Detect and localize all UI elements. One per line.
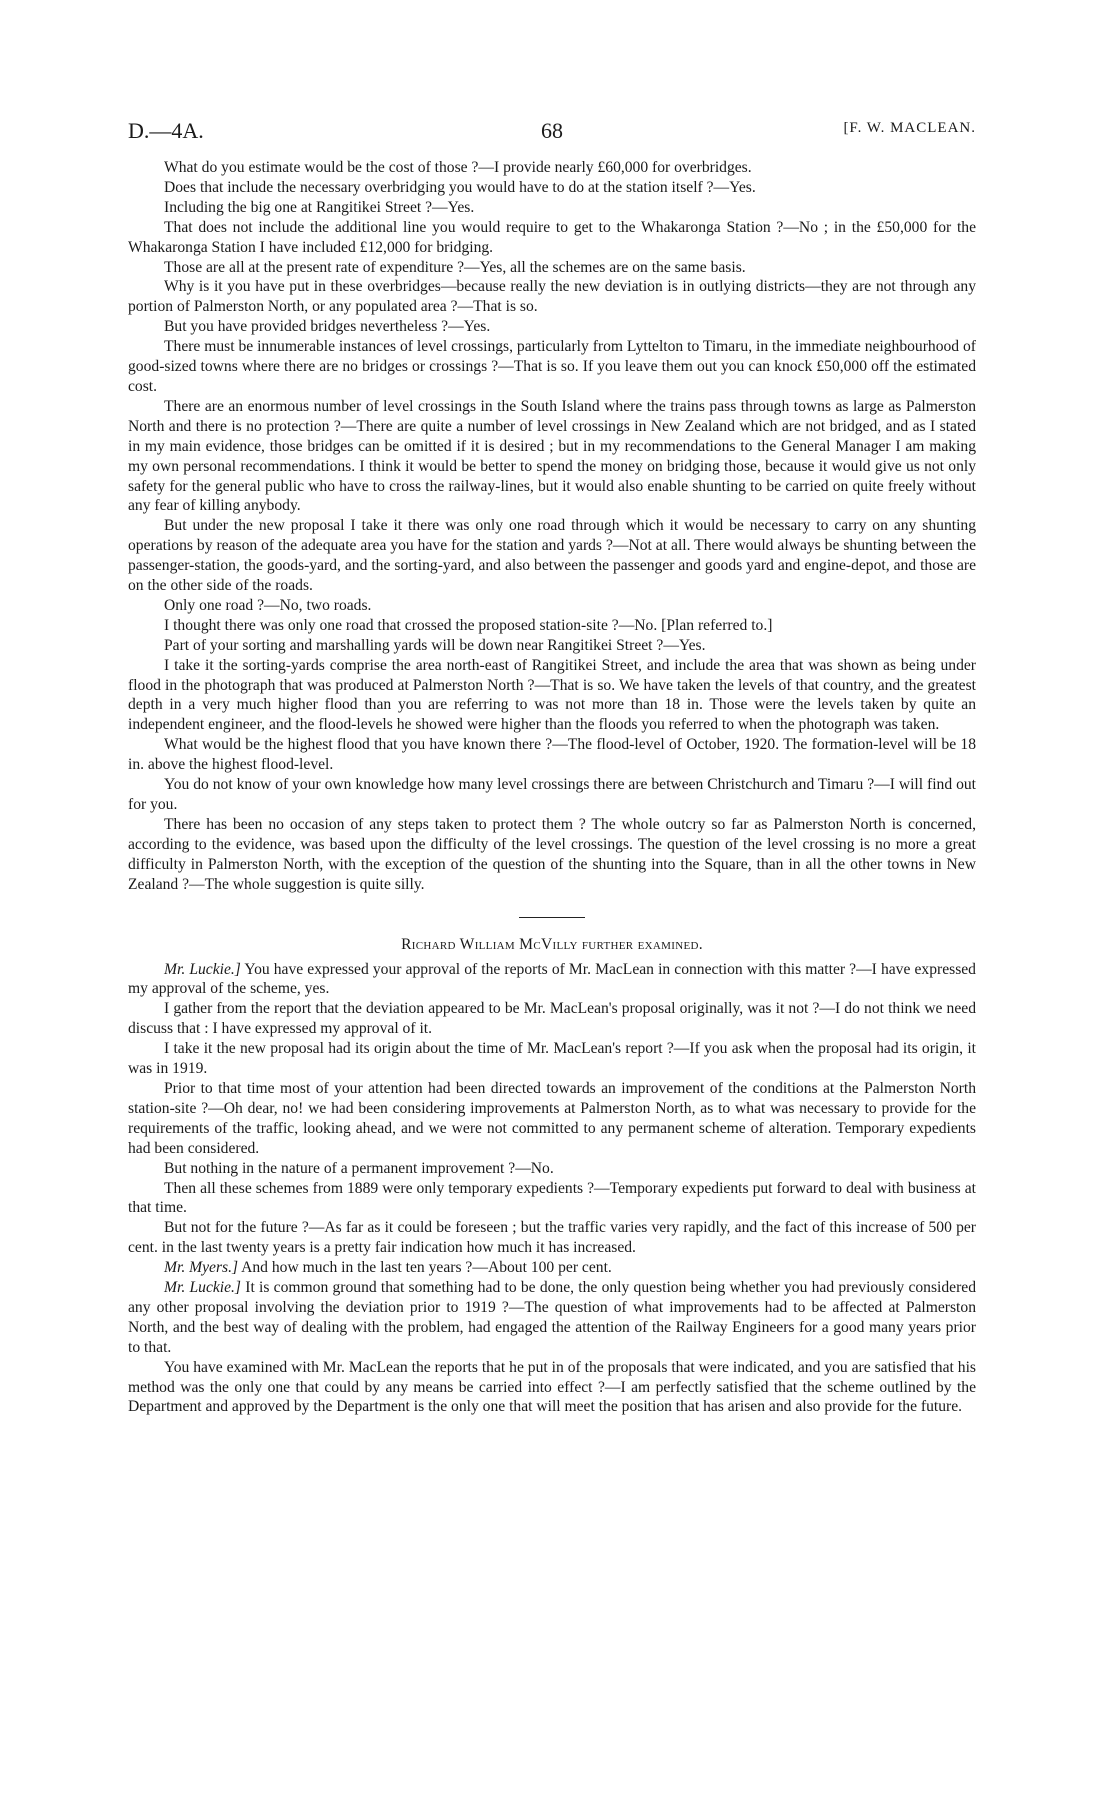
document-page	[128, 118, 976, 1417]
paragraph: Part of your sorting and marshalling yards will be down near Rangitikei Street ?—Yes.	[164, 636, 706, 654]
speaker-label: Mr. Luckie.]	[164, 960, 241, 978]
paragraph-text: You have examined with Mr. MacLean the reports that he put in of the proposals that were indicated, and you are satisfied that his method was the only one that could by any means be carried into effect ?—I am perfectly satisfied that the scheme outlined by the Department and approved by the Department is the only one that will meet the position that has arisen and also provide for the future.	[128, 1358, 976, 1416]
section-heading: Richard William McVilly further examined.	[401, 935, 703, 953]
paragraph: Only one road ?—No, two roads.	[164, 596, 372, 614]
paragraph: I thought there was only one road that crossed the proposed station-site ?—No. [Plan referred to.]	[164, 616, 773, 634]
paragraph: That does not include the additional line you would require to get to the Whakaronga Station ?—No ; in the £50,000 for the Whakaronga Station I have included £12,000 for bridging.	[128, 218, 976, 256]
paragraph	[128, 1278, 976, 1358]
evidence-section-maclean	[128, 158, 976, 895]
paragraph-text: Then all these schemes from 1889 were only temporary expedients ?—Temporary expedients put forward to deal with business at that time.	[128, 1179, 976, 1217]
paragraph: Does that include the necessary overbridging you would have to do at the station itself ?—Yes.	[164, 178, 756, 196]
paragraph: But you have provided bridges nevertheless ?—Yes.	[164, 318, 491, 336]
witness-name: [F. W. MACLEAN.	[843, 120, 976, 136]
speaker-label: Mr. Myers.]	[164, 1259, 239, 1277]
paragraph: But under the new proposal I take it there was only one road through which it would be necessary to carry on any shunting operations by reason of the adequate area you have for the station and yards ?—Not at all. There would always be shunting between the passenger-station, the goods-yard, and the sorting-yard, and also between the passenger and goods yard and engine-depot, and those are on the other side of the roads.	[128, 517, 976, 595]
paragraph-text: You have expressed your approval of the reports of Mr. MacLean in connection with this matter ?—I have expressed my approval of the scheme, yes.	[128, 960, 976, 998]
paragraph: I take it the sorting-yards comprise the area north-east of Rangitikei Street, and include the area that was shown as being under flood in the photograph that was produced at Palmerston North ?—That is so. We have taken the levels of that country, and the greatest depth in a very much higher flood than you are referring to was not more than 18 in. Those were the levels taken by quite an independent engineer, and the flood-levels he showed were higher than the floods you referred to when the photograph was taken.	[128, 656, 976, 734]
paragraph: There has been no occasion of any steps taken to protect them ? The whole outcry so far as Palmerston North is concerned, according to the evidence, was based upon the difficulty of the level crossings. The question of the level crossing is no more a great difficulty in Palmerston North, with the exception of the question of the shunting into the Square, than in all the other towns in New Zealand ?—The whole suggestion is quite silly.	[128, 815, 976, 893]
paragraph	[128, 960, 976, 1000]
paragraph-text: I take it the new proposal had its origin about the time of Mr. MacLean's report ?—If you ask when the proposal had its origin, it was in 1919.	[128, 1040, 976, 1078]
paragraph: Those are all at the present rate of expenditure ?—Yes, all the schemes are on the same basis.	[164, 258, 746, 276]
speaker-label: Mr. Luckie.]	[164, 1279, 242, 1297]
paragraph: There must be innumerable instances of level crossings, particularly from Lyttelton to Timaru, in the immediate neighbourhood of good-sized towns where there are no bridges or crossings ?—That is so. If you leave them out you can knock £50,000 off the estimated cost.	[128, 338, 976, 395]
paragraph-text: And how much in the last ten years ?—About 100 per cent.	[238, 1259, 612, 1277]
paragraph: What do you estimate would be the cost of those ?—I provide nearly £60,000 for overbridges.	[164, 159, 752, 176]
paragraph-text: But not for the future ?—As far as it could be foreseen ; but the traffic varies very rapidly, and the fact of this increase of 500 per cent. in the last twenty years is a pretty fair indication how much it has increased.	[128, 1219, 976, 1257]
document-reference: D.—4A.	[128, 118, 204, 143]
paragraph: What would be the highest flood that you have known there ?—The flood-level of October, 1920. The formation-level will be 18 in. above the highest flood-level.	[128, 736, 976, 774]
paragraph-text: I gather from the report that the deviation appeared to be Mr. MacLean's proposal originally, was it not ?—I do not think we need discuss that : I have expressed my approval of it.	[128, 1000, 976, 1038]
paragraph	[128, 1179, 976, 1219]
paragraph: Why is it you have put in these overbridges—because really the new deviation is in outlying districts—they are not through any portion of Palmerston North, or any populated area ?—That is so.	[128, 278, 976, 316]
section-divider	[519, 917, 585, 918]
paragraph: There are an enormous number of level crossings in the South Island where the trains pass through towns as large as Palmerston North and there is no protection ?—There are quite a number of level crossings in New Zealand which are not bridged, and as I stated in my main evidence, those bridges can be omitted if it is desired ; but in my recommendations to the General Manager I am making my own personal recommendations. I think it would be better to spend the money on bridging those, because it would give us not only safety for the general public who have to cross the railway-lines, but it would also enable shunting to be carried on quite freely without any fear of killing anybody.	[128, 397, 976, 515]
paragraph	[128, 1039, 976, 1079]
paragraph: You do not know of your own knowledge how many level crossings there are between Christchurch and Timaru ?—I will find out for you.	[128, 776, 976, 813]
paragraph	[128, 999, 976, 1039]
paragraph-text: Prior to that time most of your attention had been directed towards an improvement of the conditions at the Palmerston North station-site ?—Oh dear, no! we had been considering improvements at Palmerston North, as to what was necessary to provide for the requirements of the traffic, looking ahead, and we were not committed to any permanent scheme of alteration. Temporary expedients had been considered.	[128, 1079, 976, 1157]
page-number: 68	[541, 118, 563, 143]
paragraph	[128, 1258, 976, 1278]
paragraph	[128, 1159, 976, 1179]
paragraph	[128, 1358, 976, 1418]
page-header	[128, 118, 976, 158]
paragraph	[128, 1079, 976, 1159]
paragraph	[128, 1218, 976, 1258]
paragraph: Including the big one at Rangitikei Street ?—Yes.	[164, 198, 475, 216]
evidence-section-mcvilly	[128, 960, 976, 1418]
paragraph-text: But nothing in the nature of a permanent improvement ?—No.	[164, 1159, 554, 1177]
paragraph-text: It is common ground that something had to be done, the only question being whether you had previously considered any other proposal involving the deviation prior to 1919 ?—The question of what improvements had to be affected at Palmerston North, and the best way of dealing with the problem, had engaged the attention of the Railway Engineers for a good many years prior to that.	[128, 1279, 976, 1356]
